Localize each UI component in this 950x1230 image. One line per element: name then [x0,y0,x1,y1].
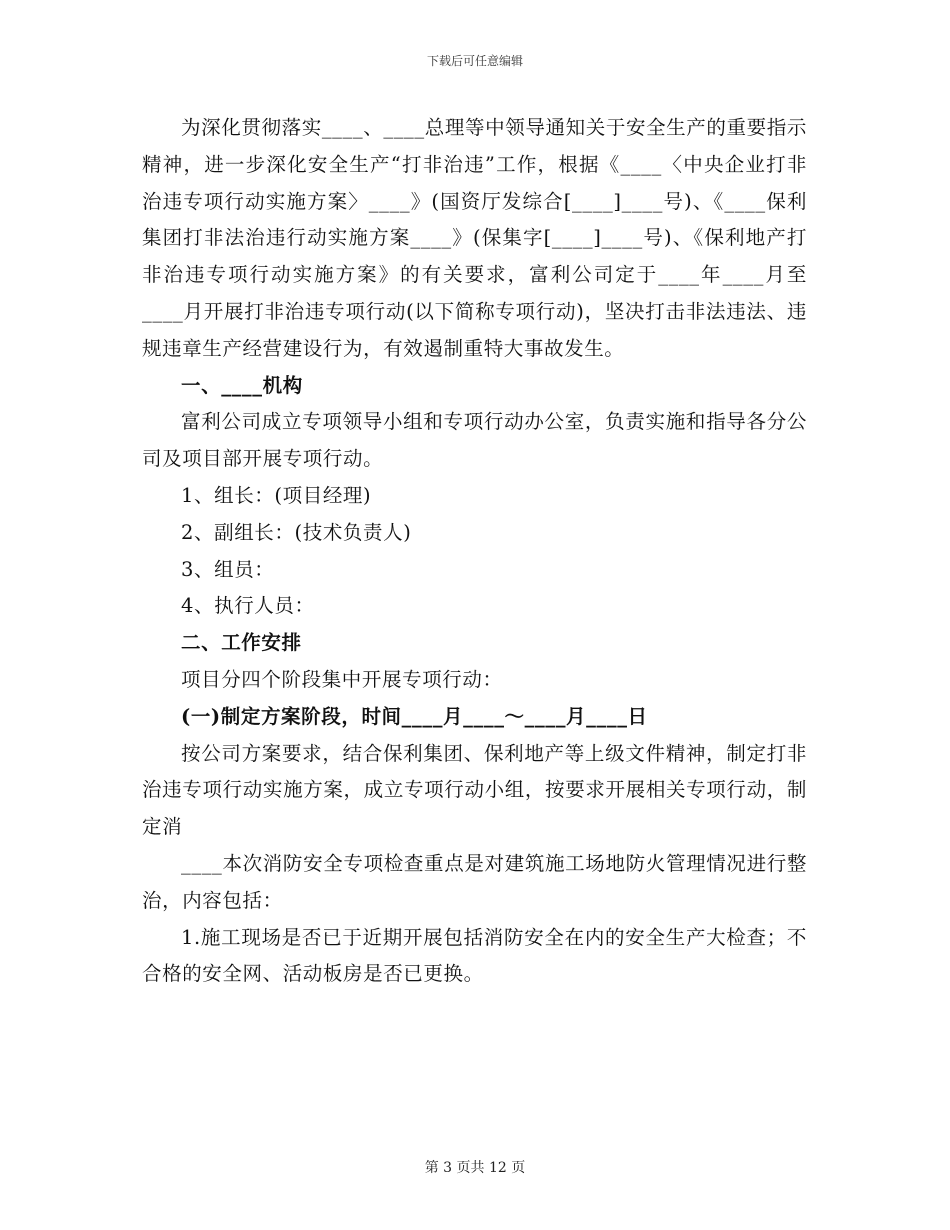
document-body [142,110,807,993]
list-item-deputy-leader: 2、副组长：(技术负责人) [181,520,412,544]
inspection-item-paragraph: 1.施工现场是否已于近期开展包括消防安全在内的安全生产大检查；不合格的安全网、活动板房是否已更换。 [142,925,807,986]
page-footer: 第 3 页共 12 页 [424,1160,526,1176]
list-item-executors: 4、执行人员： [181,594,315,618]
list-item-leader: 1、组长：(项目经理) [181,483,372,507]
page-header: 下载后可任意编辑 [426,54,523,68]
section-heading-organization: 一、____机构 [181,373,303,397]
list-item-members: 3、组员： [181,557,275,581]
subsection-heading-plan-stage: (一)制定方案阶段，时间____月____～____月____日 [181,704,648,728]
organization-paragraph: 富利公司成立专项领导小组和专项行动办公室，负责实施和指导各分公司及项目部开展专项行动。 [142,410,807,471]
section-heading-work-arrangement: 二、工作安排 [181,631,302,655]
plan-stage-paragraph: 按公司方案要求，结合保利集团、保利地产等上级文件精神，制定打非治违专项行动实施方案，成立专项行动小组，按要求开展相关专项行动，制定消 [142,741,807,839]
fire-safety-paragraph: ____本次消防安全专项检查重点是对建筑施工场地防火管理情况进行整治，内容包括： [142,851,807,912]
intro-paragraph: 为深化贯彻落实____、____总理等中领导通知关于安全生产的重要指示精神，进一步深化安全生产“打非治违”工作，根据《____〈中央企业打非治违专项行动实施方案〉____》(国资厅发综合[____]____号)、《____保利集团打非法治违行动实施方案____》(保集字[____]____号)、《保利地产打非治违专项行动实施方案》的有关要求，富利公司定于____年____月至____月开展打非治违专项行动(以下简称专项行动)，坚决打击非法违法、违规违章生产经营建设行为，有效遏制重特大事故发生。 [142,116,807,360]
work-arrangement-paragraph: 项目分四个阶段集中开展专项行动： [181,667,503,691]
